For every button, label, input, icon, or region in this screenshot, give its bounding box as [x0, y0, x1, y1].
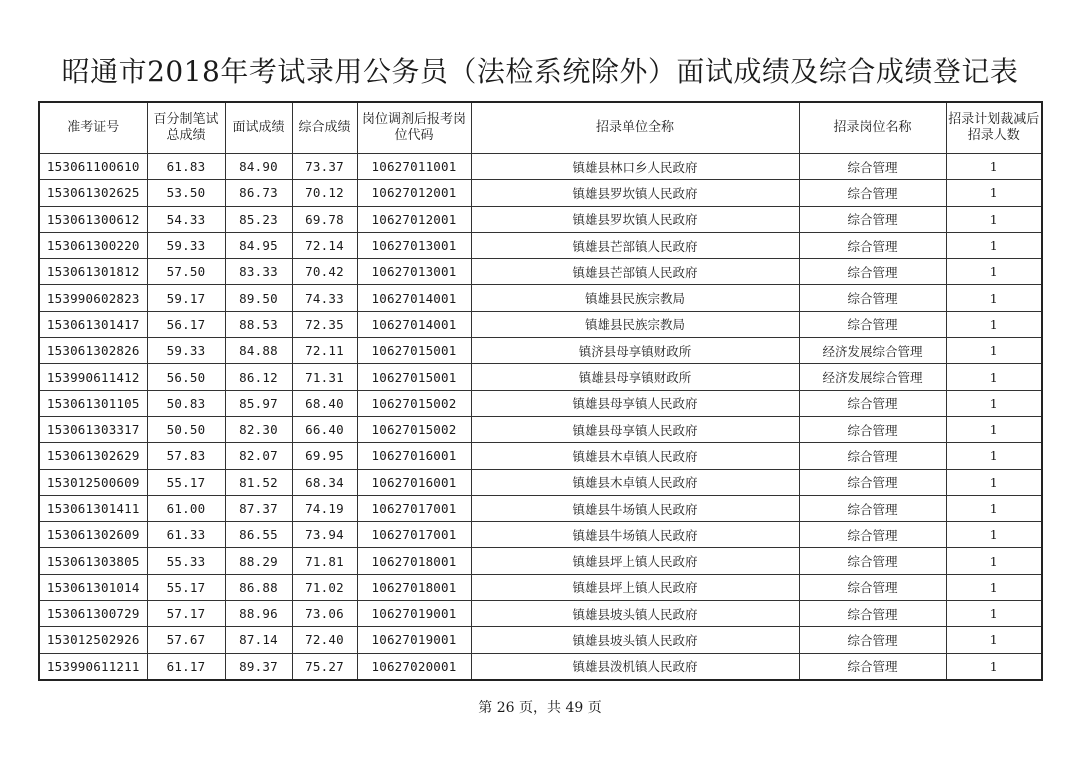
post-code-cell: 10627012001	[357, 206, 471, 232]
exam-id-cell: 153061301417	[39, 311, 147, 337]
unit-name-cell: 镇济县母享镇财政所	[471, 338, 799, 364]
header-post-code: 岗位调剂后报考岗位代码	[357, 102, 471, 154]
exam-id-cell: 153061300729	[39, 601, 147, 627]
post-code-cell: 10627012001	[357, 180, 471, 206]
post-code-cell: 10627015001	[357, 364, 471, 390]
exam-id-cell: 153061302629	[39, 443, 147, 469]
table-row	[39, 232, 1042, 258]
exam-id-cell: 153990602823	[39, 285, 147, 311]
quota-cell: 1	[946, 259, 1042, 285]
post-name-cell: 综合管理	[799, 548, 946, 574]
post-name-cell: 综合管理	[799, 653, 946, 680]
interview-score-cell: 83.33	[225, 259, 292, 285]
table-row	[39, 311, 1042, 337]
quota-cell: 1	[946, 232, 1042, 258]
post-name-cell: 经济发展综合管理	[799, 364, 946, 390]
unit-name-cell: 镇雄县坪上镇人民政府	[471, 574, 799, 600]
exam-id-cell: 153061301014	[39, 574, 147, 600]
table-row	[39, 390, 1042, 416]
quota-cell: 1	[946, 522, 1042, 548]
table-row	[39, 285, 1042, 311]
unit-name-cell: 镇雄县泼机镇人民政府	[471, 653, 799, 680]
exam-id-cell: 153012500609	[39, 469, 147, 495]
table-row	[39, 180, 1042, 206]
exam-id-cell: 153061301812	[39, 259, 147, 285]
unit-name-cell: 镇雄县母享镇人民政府	[471, 416, 799, 442]
exam-id-cell: 153061100610	[39, 154, 147, 180]
unit-name-cell: 镇雄县牛场镇人民政府	[471, 522, 799, 548]
total-score-cell: 70.12	[292, 180, 357, 206]
interview-score-cell: 88.96	[225, 601, 292, 627]
post-name-cell: 综合管理	[799, 469, 946, 495]
total-score-cell: 72.35	[292, 311, 357, 337]
quota-cell: 1	[946, 390, 1042, 416]
post-name-cell: 综合管理	[799, 522, 946, 548]
total-score-cell: 73.94	[292, 522, 357, 548]
post-name-cell: 综合管理	[799, 232, 946, 258]
header-post-name: 招录岗位名称	[799, 102, 946, 154]
written-score-cell: 50.83	[147, 390, 225, 416]
post-name-cell: 综合管理	[799, 627, 946, 653]
header-total-score: 综合成绩	[292, 102, 357, 154]
interview-score-cell: 87.14	[225, 627, 292, 653]
written-score-cell: 59.33	[147, 338, 225, 364]
interview-score-cell: 88.53	[225, 311, 292, 337]
post-code-cell: 10627011001	[357, 154, 471, 180]
written-score-cell: 61.00	[147, 495, 225, 521]
post-name-cell: 综合管理	[799, 285, 946, 311]
post-code-cell: 10627019001	[357, 601, 471, 627]
quota-cell: 1	[946, 601, 1042, 627]
post-name-cell: 经济发展综合管理	[799, 338, 946, 364]
written-score-cell: 55.17	[147, 469, 225, 495]
post-code-cell: 10627018001	[357, 574, 471, 600]
interview-score-cell: 81.52	[225, 469, 292, 495]
post-code-cell: 10627014001	[357, 311, 471, 337]
written-score-cell: 56.17	[147, 311, 225, 337]
total-score-cell: 71.31	[292, 364, 357, 390]
written-score-cell: 59.33	[147, 232, 225, 258]
quota-cell: 1	[946, 154, 1042, 180]
quota-cell: 1	[946, 338, 1042, 364]
written-score-cell: 57.83	[147, 443, 225, 469]
post-code-cell: 10627016001	[357, 469, 471, 495]
exam-id-cell: 153061301411	[39, 495, 147, 521]
score-table	[38, 101, 1043, 681]
written-score-cell: 50.50	[147, 416, 225, 442]
header-unit-name: 招录单位全称	[471, 102, 799, 154]
exam-id-cell: 153061300220	[39, 232, 147, 258]
page-number: 第 26 页，共 49 页	[478, 700, 602, 716]
written-score-cell: 54.33	[147, 206, 225, 232]
post-name-cell: 综合管理	[799, 416, 946, 442]
header-interview-score: 面试成绩	[225, 102, 292, 154]
total-score-cell: 74.19	[292, 495, 357, 521]
header-quota: 招录计划裁减后招录人数	[946, 102, 1042, 154]
interview-score-cell: 86.88	[225, 574, 292, 600]
exam-id-cell: 153061301105	[39, 390, 147, 416]
exam-id-cell: 153061303805	[39, 548, 147, 574]
unit-name-cell: 镇雄县坡头镇人民政府	[471, 601, 799, 627]
table-row	[39, 416, 1042, 442]
post-code-cell: 10627013001	[357, 259, 471, 285]
total-score-cell: 74.33	[292, 285, 357, 311]
unit-name-cell: 镇雄县罗坎镇人民政府	[471, 180, 799, 206]
quota-cell: 1	[946, 653, 1042, 680]
post-name-cell: 综合管理	[799, 180, 946, 206]
quota-cell: 1	[946, 416, 1042, 442]
written-score-cell: 55.33	[147, 548, 225, 574]
quota-cell: 1	[946, 548, 1042, 574]
written-score-cell: 57.17	[147, 601, 225, 627]
total-score-cell: 69.78	[292, 206, 357, 232]
table-row	[39, 574, 1042, 600]
table-row	[39, 259, 1042, 285]
written-score-cell: 57.67	[147, 627, 225, 653]
page-title: 昭通市2018年考试录用公务员（法检系统除外）面试成绩及综合成绩登记表	[61, 55, 1019, 88]
written-score-cell: 57.50	[147, 259, 225, 285]
total-score-cell: 75.27	[292, 653, 357, 680]
exam-id-cell: 153061300612	[39, 206, 147, 232]
post-code-cell: 10627013001	[357, 232, 471, 258]
quota-cell: 1	[946, 364, 1042, 390]
interview-score-cell: 87.37	[225, 495, 292, 521]
unit-name-cell: 镇雄县母享镇人民政府	[471, 390, 799, 416]
post-name-cell: 综合管理	[799, 259, 946, 285]
table-row	[39, 469, 1042, 495]
total-score-cell: 68.40	[292, 390, 357, 416]
written-score-cell: 61.17	[147, 653, 225, 680]
total-score-cell: 69.95	[292, 443, 357, 469]
post-code-cell: 10627015001	[357, 338, 471, 364]
table-row	[39, 601, 1042, 627]
quota-cell: 1	[946, 469, 1042, 495]
unit-name-cell: 镇雄县木卓镇人民政府	[471, 443, 799, 469]
table-row	[39, 206, 1042, 232]
quota-cell: 1	[946, 495, 1042, 521]
exam-id-cell: 153990611211	[39, 653, 147, 680]
header-exam-id: 准考证号	[39, 102, 147, 154]
post-name-cell: 综合管理	[799, 601, 946, 627]
header-written-score: 百分制笔试总成绩	[147, 102, 225, 154]
interview-score-cell: 88.29	[225, 548, 292, 574]
table-row	[39, 154, 1042, 180]
interview-score-cell: 86.12	[225, 364, 292, 390]
total-score-cell: 72.40	[292, 627, 357, 653]
total-score-cell: 68.34	[292, 469, 357, 495]
unit-name-cell: 镇雄县民族宗教局	[471, 285, 799, 311]
exam-id-cell: 153012502926	[39, 627, 147, 653]
interview-score-cell: 86.73	[225, 180, 292, 206]
unit-name-cell: 镇雄县林口乡人民政府	[471, 154, 799, 180]
interview-score-cell: 86.55	[225, 522, 292, 548]
total-score-cell: 70.42	[292, 259, 357, 285]
written-score-cell: 53.50	[147, 180, 225, 206]
unit-name-cell: 镇雄县母享镇财政所	[471, 364, 799, 390]
table-row	[39, 627, 1042, 653]
interview-score-cell: 82.30	[225, 416, 292, 442]
interview-score-cell: 84.90	[225, 154, 292, 180]
quota-cell: 1	[946, 206, 1042, 232]
quota-cell: 1	[946, 574, 1042, 600]
exam-id-cell: 153061302625	[39, 180, 147, 206]
written-score-cell: 59.17	[147, 285, 225, 311]
post-code-cell: 10627019001	[357, 627, 471, 653]
unit-name-cell: 镇雄县木卓镇人民政府	[471, 469, 799, 495]
total-score-cell: 71.02	[292, 574, 357, 600]
interview-score-cell: 84.88	[225, 338, 292, 364]
unit-name-cell: 镇雄县坪上镇人民政府	[471, 548, 799, 574]
table-row	[39, 548, 1042, 574]
table-row	[39, 522, 1042, 548]
interview-score-cell: 89.37	[225, 653, 292, 680]
quota-cell: 1	[946, 285, 1042, 311]
exam-id-cell: 153990611412	[39, 364, 147, 390]
post-code-cell: 10627017001	[357, 495, 471, 521]
post-name-cell: 综合管理	[799, 154, 946, 180]
total-score-cell: 72.11	[292, 338, 357, 364]
post-code-cell: 10627014001	[357, 285, 471, 311]
post-code-cell: 10627016001	[357, 443, 471, 469]
table-row	[39, 495, 1042, 521]
unit-name-cell: 镇雄县芒部镇人民政府	[471, 232, 799, 258]
written-score-cell: 61.83	[147, 154, 225, 180]
interview-score-cell: 84.95	[225, 232, 292, 258]
interview-score-cell: 85.23	[225, 206, 292, 232]
post-code-cell: 10627018001	[357, 548, 471, 574]
unit-name-cell: 镇雄县牛场镇人民政府	[471, 495, 799, 521]
post-name-cell: 综合管理	[799, 574, 946, 600]
exam-id-cell: 153061302609	[39, 522, 147, 548]
table-row	[39, 364, 1042, 390]
total-score-cell: 73.37	[292, 154, 357, 180]
table-header-row	[39, 102, 1042, 154]
written-score-cell: 56.50	[147, 364, 225, 390]
post-name-cell: 综合管理	[799, 390, 946, 416]
total-score-cell: 66.40	[292, 416, 357, 442]
interview-score-cell: 89.50	[225, 285, 292, 311]
post-name-cell: 综合管理	[799, 311, 946, 337]
post-code-cell: 10627015002	[357, 390, 471, 416]
exam-id-cell: 153061302826	[39, 338, 147, 364]
table-row	[39, 653, 1042, 680]
total-score-cell: 73.06	[292, 601, 357, 627]
unit-name-cell: 镇雄县芒部镇人民政府	[471, 259, 799, 285]
post-code-cell: 10627020001	[357, 653, 471, 680]
post-name-cell: 综合管理	[799, 495, 946, 521]
interview-score-cell: 85.97	[225, 390, 292, 416]
table-row	[39, 443, 1042, 469]
table-row	[39, 338, 1042, 364]
unit-name-cell: 镇雄县罗坎镇人民政府	[471, 206, 799, 232]
total-score-cell: 71.81	[292, 548, 357, 574]
written-score-cell: 55.17	[147, 574, 225, 600]
quota-cell: 1	[946, 443, 1042, 469]
interview-score-cell: 82.07	[225, 443, 292, 469]
total-score-cell: 72.14	[292, 232, 357, 258]
quota-cell: 1	[946, 627, 1042, 653]
post-code-cell: 10627017001	[357, 522, 471, 548]
post-name-cell: 综合管理	[799, 206, 946, 232]
unit-name-cell: 镇雄县民族宗教局	[471, 311, 799, 337]
post-name-cell: 综合管理	[799, 443, 946, 469]
post-code-cell: 10627015002	[357, 416, 471, 442]
exam-id-cell: 153061303317	[39, 416, 147, 442]
quota-cell: 1	[946, 311, 1042, 337]
unit-name-cell: 镇雄县坡头镇人民政府	[471, 627, 799, 653]
written-score-cell: 61.33	[147, 522, 225, 548]
quota-cell: 1	[946, 180, 1042, 206]
